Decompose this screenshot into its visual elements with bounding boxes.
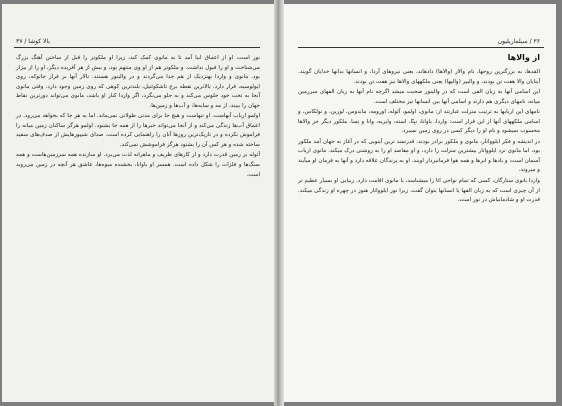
right-paragraph-1: الفدها، به بزرگترین روحها، نام والار (والاها) دادهاند، یعنی نیروهای آردا، و انسانها بدانها خدایان گویند. آینایان والا هفت تن بودند، و والییر (والیها) یعنی ملکههای والاها نیز هفت تن بودند.: [298, 69, 540, 85]
left-page-body: [16, 54, 260, 180]
right-paragraph-3: نامهای این اربابها به ترتیب منزلت عبارتند از: مانوی، اولمو، آئوله، اورومه، ماندوس، لورین، و تولکاس، و اسامی ملکههای آنها از این قرار است: واردا، یاوانا، نیِنّا، استه، وایریه، وانا و نِسا. ملکور دیگر جز والاها محسوب نمیشود و نام او را دیگر کسی در روی زمین نمیبرد.: [298, 109, 540, 135]
left-page-header: بالا کوشا / ۳۷: [16, 38, 50, 45]
right-paragraph-4: در اندیشه و فکر ایلوواتار، مانوی و ملکور برادر بودند. قدرتمند ترین آینویی که در آغاز به جهان آمد ملکور بود، اما مانوی نزد ایلوواتار بیشترین منزلت را دارد، و او مقاصد او را به روشنی درک میکند. مانوی ارباب آسمان است، و بادها و ابرها و همه هوا فرمانبردار اویند. او به پرندگان علاقه دارد و آنها به فرمان او میآیند و میروند.: [298, 138, 540, 174]
left-paragraph-1: نور است، او از اعماق ابیا آمد تا به مانوی کمک کند، زیرا او ملکوتر را قبل از ساختن آهنگ بزرگ می‌شناخت و او را قبول نداشت. و ملکوتر هم از او وی منتهم بود، و بیش از هر آفریده دیگر، او را از بیزار بود. مانوی و واردا بهنزدیک از هم جدا می‌گردند و در والینور هستند. تالار آنها بر فراز جاتوکه، روی ایولوسیه، قرار دارد. بالاترین نقطه برج تاشکوئتیل، بلندترین کوهی که روی زمین وجود دارد. وقتی مانوی آنجا به تخت خود جلوس می‌کند و به جلو می‌نگرد، اگر واردا کنار او باشد، مانوی می‌تواند دورترین نقاط جهان را ببیند، از مه و سایه‌ها، و آب‌ها و زمین‌ها.: [16, 55, 260, 109]
right-page: [284, 4, 556, 402]
left-header-rule: [14, 47, 260, 48]
left-paragraph-2: اولمو ارباب آبهاست. او تنهاست و هیچ جا برای مدتی طولانی نمی‌ماند. اما به هر جا که بخواهد می‌رود. در اعماق آب‌ها زندگی می‌کند و از آنجا می‌تواند خبرها را از همه جا بشنود. اولمو هرگز ساکنان زمین میانه را فراموش نکرده و در تاریک‌ترین روزها آنان را راهنمایی کرده است. صدای شیپورهایش از صدف‌های سفید ساخته شده و هر کس آن را بشنود هرگز فراموشش نمی‌کند.: [16, 113, 260, 148]
book-gutter: [274, 0, 284, 406]
right-paragraph-5: واردا بانوی ستارگان، کسی که تمام نواحی ائا را میشناسد، با مانوی اقامت دارد. زیبایی او بسیار عظیم تر از آن چیزی است که به زبان الفها یا انسانها بتوان گفت، زیرا نور ایلوواتار هنوز در چهره او زندگی میکند. قدرت او و شادمانیاش در نور است.: [298, 178, 540, 204]
left-paragraph-3: آئوله بر زمین قدرت دارد و از کارهای ظریف و ماهرانه لذت می‌برد. او سازنده همه سرزمین‌هاست و همه سنگ‌ها و فلزات را شکل داده است. همسر او یاوانا، بخشنده میوه‌ها، عاشق هر آنچه در زمین می‌روید است.: [16, 152, 260, 178]
right-page-header: ۳۶ / سیلماریلیون: [497, 38, 540, 45]
left-page: [2, 4, 274, 402]
right-header-rule: [298, 47, 544, 48]
section-title: از والاها: [507, 53, 540, 62]
right-page-body: [298, 68, 540, 206]
right-paragraph-2: این اسامی آنها به زبان الفی است که در والینور صحبت میشد اگرچه نام آنها به زبان الفهای سرزمین میانه، نامهای دیگری هم دارند و اسامی آنها بین انسانها نیز مختلف است.: [298, 89, 540, 105]
